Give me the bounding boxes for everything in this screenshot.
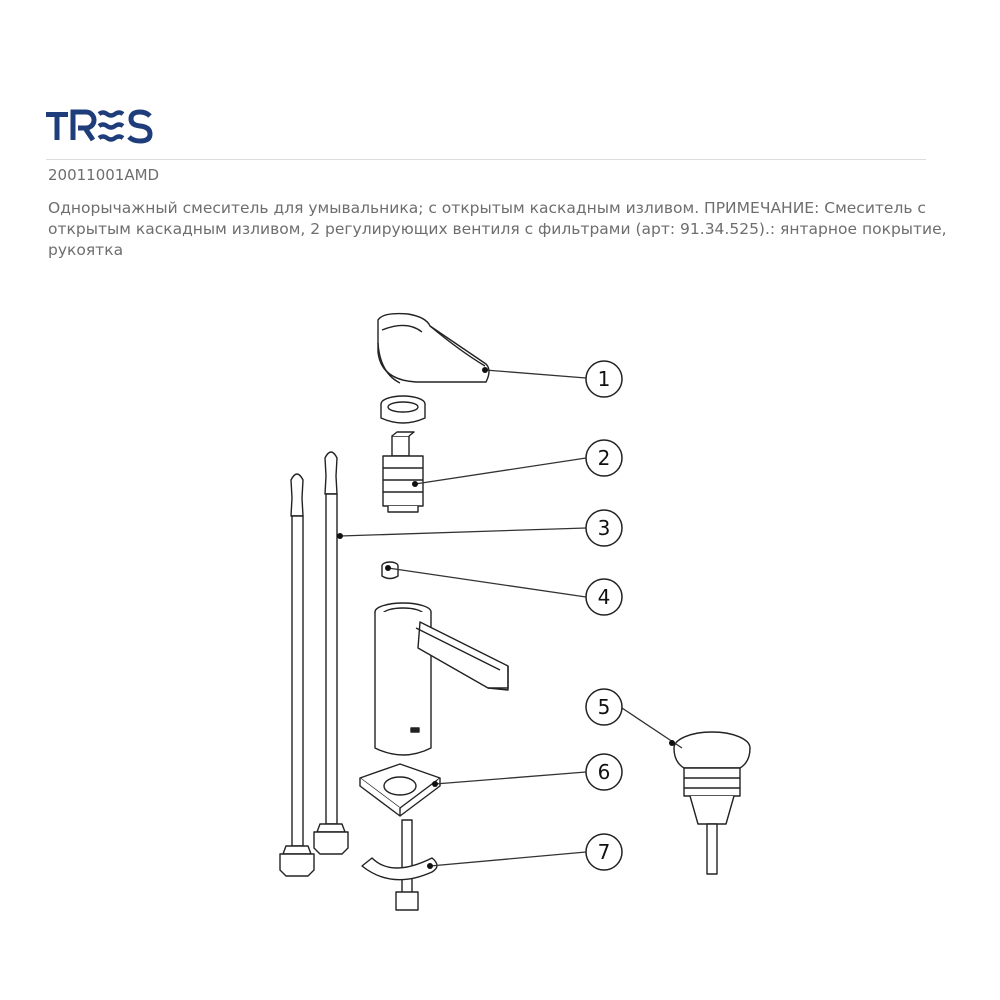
callout-label-2: 2 [597,446,611,470]
callout-label-4: 4 [597,585,611,609]
product-code: 20011001AMD [48,166,160,184]
part-3-flex-hoses [280,452,348,876]
part-1-lever-handle [378,314,489,383]
callout-label-6: 6 [597,760,611,784]
callout-label-3: 3 [597,516,611,540]
callout-label-7: 7 [597,840,611,864]
part-7-mounting-kit [362,820,437,910]
product-description: Однорычажный смеситель для умывальника; с открытым каскадным изливом. ПРИМЕЧАНИЕ: Смеситель с открытым каскадным изливом, 2 регулирующих вентиля с фильтрами (арт: 91.34.525).: янтарное покрытие, рукоятка [48,199,947,259]
callout-label-1: 1 [597,367,611,391]
part-6-base-plate [360,764,440,816]
callout-label-5: 5 [597,695,611,719]
part-2-cartridge [381,396,425,512]
part-5-drain-plug [674,732,750,874]
faucet-body [375,603,508,755]
part-4-aerator [382,562,398,579]
